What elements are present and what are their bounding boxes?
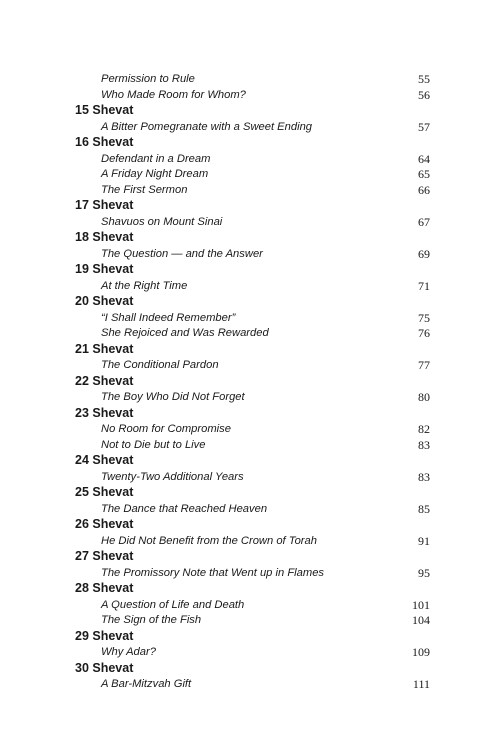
toc-day-heading-row — [75, 548, 430, 564]
entry-title: Why Adar? — [101, 646, 156, 659]
toc-entry — [75, 71, 430, 87]
page-number: 101 — [412, 597, 430, 612]
toc-day-heading-row — [75, 405, 430, 421]
day-heading: 29 Shevat — [75, 628, 134, 643]
entry-title: Shavuos on Mount Sinai — [101, 215, 223, 228]
page-number: 76 — [418, 326, 430, 341]
entry-title: He Did Not Benefit from the Crown of Torah — [101, 534, 317, 547]
page-number: 65 — [418, 167, 430, 182]
entry-title: The Boy Who Did Not Forget — [101, 391, 245, 404]
toc-day-heading-row — [75, 484, 430, 500]
day-heading: 20 Shevat — [75, 294, 134, 309]
entry-title: Defendant in a Dream — [101, 152, 211, 165]
entry-title: The First Sermon — [101, 183, 188, 196]
toc-entry — [75, 612, 430, 628]
page-number: 83 — [418, 437, 430, 452]
day-heading: 24 Shevat — [75, 453, 134, 468]
page-number: 77 — [418, 358, 430, 373]
page-number: 85 — [418, 501, 430, 516]
page-number: 55 — [418, 72, 430, 86]
toc-entry — [75, 389, 430, 405]
toc-entry — [75, 182, 430, 198]
day-heading: 30 Shevat — [75, 660, 134, 675]
toc-day-heading-row — [75, 293, 430, 309]
entry-title: The Promissory Note that Went up in Flames — [101, 566, 325, 579]
entry-title: The Sign of the Fish — [101, 614, 202, 627]
day-heading: 16 Shevat — [75, 135, 134, 150]
day-heading: 25 Shevat — [75, 485, 134, 500]
entry-title: Twenty-Two Additional Years — [101, 470, 244, 483]
toc-day-heading-row — [75, 580, 430, 596]
entry-title: The Question — and the Answer — [101, 247, 263, 260]
table-of-contents — [75, 71, 430, 692]
toc-entry — [75, 533, 430, 549]
toc-entry — [75, 357, 430, 373]
toc-entry — [75, 325, 430, 341]
entry-title: Who Made Room for Whom? — [101, 88, 246, 101]
toc-entry — [75, 87, 430, 103]
entry-title: A Friday Night Dream — [101, 168, 209, 181]
day-heading: 27 Shevat — [75, 549, 134, 564]
page-number: 82 — [418, 422, 430, 437]
toc-entry — [75, 437, 430, 453]
day-heading: 28 Shevat — [75, 581, 134, 596]
entry-title: The Dance that Reached Heaven — [101, 502, 268, 515]
page-number: 83 — [418, 469, 430, 484]
toc-entry — [75, 597, 430, 613]
toc-entry — [75, 151, 430, 167]
entry-title: A Bar-Mitzvah Gift — [101, 678, 192, 691]
entry-title: Not to Die but to Live — [101, 438, 206, 451]
day-heading: 15 Shevat — [75, 103, 134, 118]
entry-title: “I Shall Indeed Remember” — [101, 311, 236, 324]
entry-title: She Rejoiced and Was Rewarded — [101, 327, 269, 340]
page-number: 111 — [412, 677, 430, 692]
toc-day-heading-row — [75, 373, 430, 389]
entry-title: A Bitter Pomegranate with a Sweet Ending — [101, 120, 313, 133]
toc-day-heading-row — [75, 341, 430, 357]
day-heading: 18 Shevat — [75, 230, 134, 245]
page-number: 57 — [418, 119, 430, 134]
toc-day-heading-row — [75, 261, 430, 277]
entry-title: At the Right Time — [101, 279, 188, 292]
entry-title: Permission to Rule — [101, 73, 195, 85]
toc-entry — [75, 278, 430, 294]
toc-entry — [75, 501, 430, 517]
toc-entry — [75, 565, 430, 581]
page-number: 56 — [418, 87, 430, 102]
entry-title: No Room for Compromise — [101, 423, 231, 436]
page-number: 109 — [412, 645, 430, 660]
page-number: 69 — [418, 246, 430, 261]
day-heading: 22 Shevat — [75, 373, 134, 388]
toc-entry — [75, 246, 430, 262]
toc-day-heading-row — [75, 134, 430, 150]
page-number: 67 — [418, 214, 430, 229]
page-number: 71 — [418, 278, 430, 293]
toc-day-heading-row — [75, 516, 430, 532]
toc-entry — [75, 310, 430, 326]
entry-title: The Conditional Pardon — [101, 359, 219, 372]
day-heading: 21 Shevat — [75, 341, 134, 356]
entry-title: A Question of Life and Death — [101, 598, 245, 611]
day-heading: 23 Shevat — [75, 405, 134, 420]
page-number: 104 — [412, 613, 430, 628]
page-number: 64 — [418, 151, 430, 166]
toc-entry — [75, 644, 430, 660]
toc-day-heading-row — [75, 628, 430, 644]
page-number: 75 — [418, 310, 430, 325]
toc-day-heading-row — [75, 660, 430, 676]
toc-entry — [75, 676, 430, 692]
toc-day-heading-row — [75, 197, 430, 213]
toc-day-heading-row — [75, 102, 430, 118]
day-heading: 26 Shevat — [75, 517, 134, 532]
toc-entry — [75, 214, 430, 230]
day-heading: 19 Shevat — [75, 262, 134, 277]
toc-day-heading-row — [75, 229, 430, 245]
toc-entry — [75, 166, 430, 182]
toc-entry — [75, 469, 430, 485]
toc-entry — [75, 421, 430, 437]
page-number: 91 — [418, 533, 430, 548]
toc-day-heading-row — [75, 452, 430, 468]
day-heading: 17 Shevat — [75, 198, 134, 213]
page-number: 95 — [418, 565, 430, 580]
toc-entry — [75, 119, 430, 135]
page-number: 66 — [418, 182, 430, 197]
page-number: 80 — [418, 390, 430, 405]
